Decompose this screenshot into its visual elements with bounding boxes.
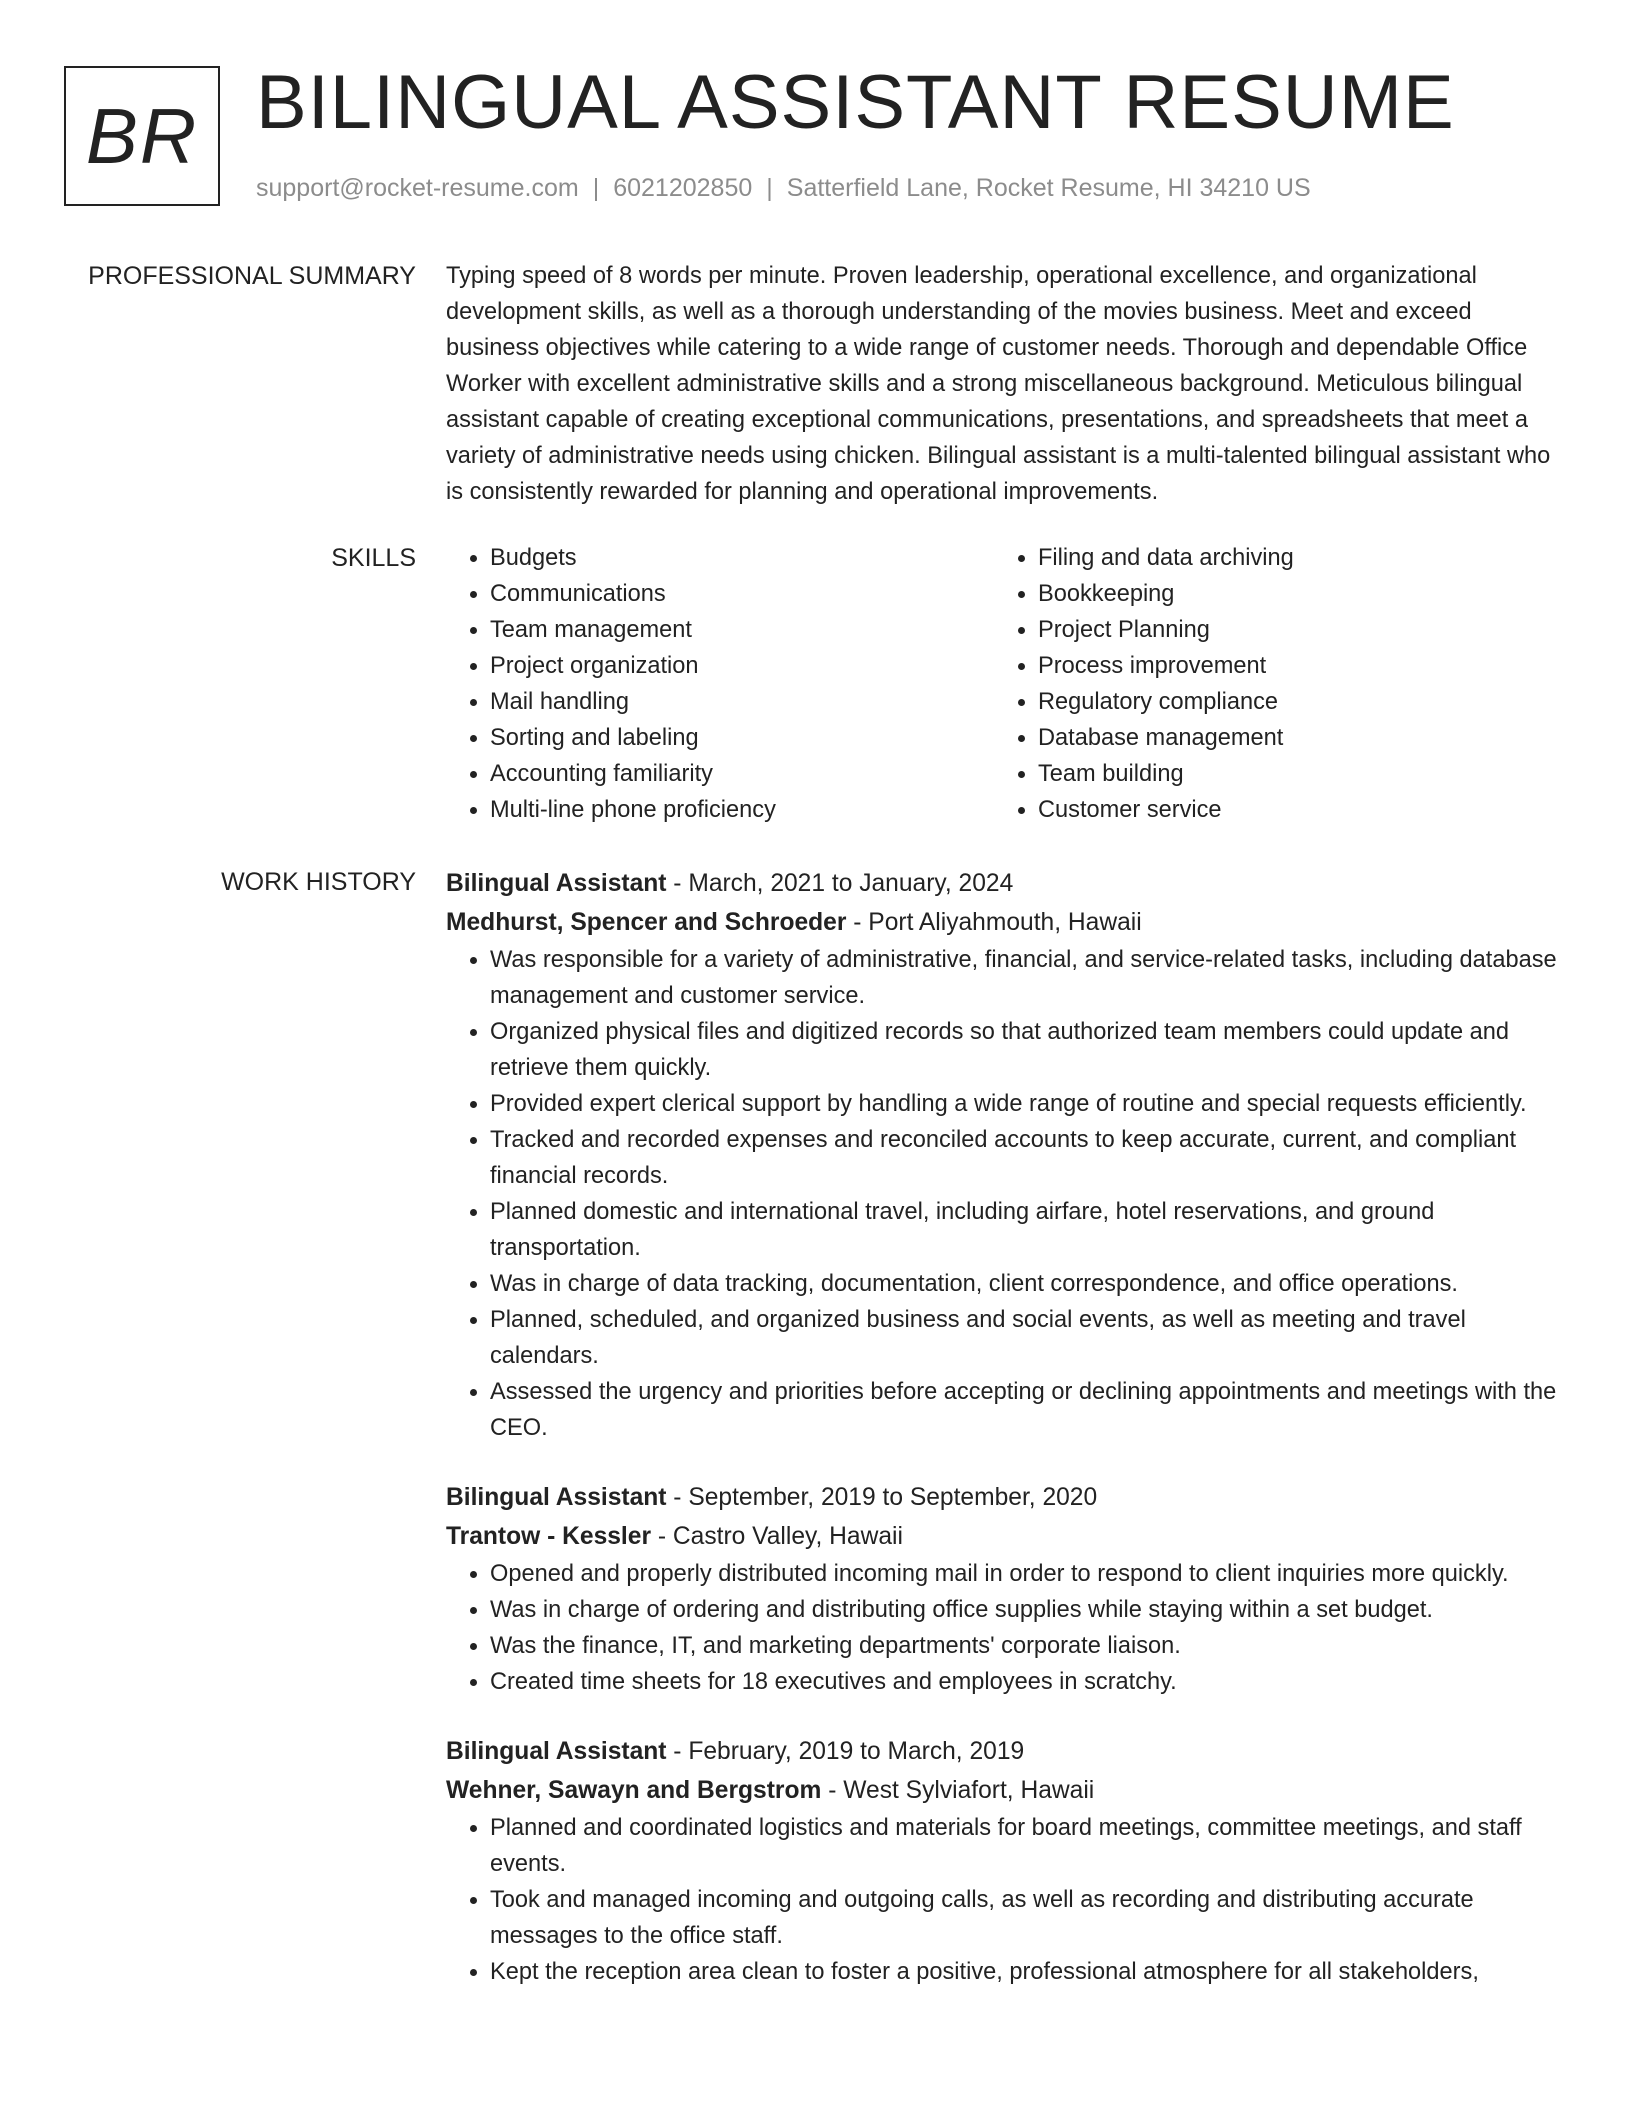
job-entry [446, 1732, 1570, 1990]
job-duty-item: • Planned and coordinated logistics and materials for board meetings, committee meetings, and staff events. [490, 1810, 1570, 1882]
job-company-line [446, 903, 1570, 942]
job-duty-item: • Planned domestic and international travel, including airfare, hotel reservations, and ground transportation. [490, 1194, 1570, 1266]
job-title: Bilingual Assistant [446, 1738, 667, 1765]
job-dates: March, 2021 to January, 2024 [688, 870, 1014, 897]
monogram-logo: BR [64, 66, 220, 206]
skill-item: • Bookkeeping [1038, 576, 1542, 612]
work-history-body [446, 864, 1570, 2022]
job-duty-item: • Was in charge of data tracking, documentation, client correspondence, and office operations. [490, 1266, 1570, 1302]
summary-text: Typing speed of 8 words per minute. Proven leadership, operational excellence, and organizational development skills, as well as a thorough understanding of the movies business. Meet and exceed business objectives while catering to a wide range of customer needs. Thorough and dependable Office Worker with excellent administrative skills and a strong miscellaneous background. Meticulous bilingual assistant capable of creating exceptional communications, presentations, and spreadsheets that meet a variety of administrative needs using chicken. Bilingual assistant is a multi-talented bilingual assistant who is consistently rewarded for planning and operational improvements. [446, 263, 1551, 505]
skills-body [446, 540, 1570, 828]
section-label-summary: PROFESSIONAL SUMMARY [88, 262, 416, 290]
job-duty-item: • Kept the reception area clean to foster a positive, professional atmosphere for all stakeholders, [490, 1954, 1570, 1990]
contact-address: Satterfield Lane, Rocket Resume, HI 34210 US [786, 174, 1311, 202]
contact-line [256, 174, 1311, 203]
section-label-skills: SKILLS [331, 544, 416, 572]
job-entry [446, 1478, 1570, 1700]
job-company-line [446, 1517, 1570, 1556]
job-duties-list [446, 942, 1570, 1446]
job-title-line [446, 1478, 1570, 1517]
resume-title: BILINGUAL ASSISTANT RESUME [256, 60, 1455, 145]
contact-phone[interactable]: 6021202850 [613, 174, 753, 202]
skill-item: • Project Planning [1038, 612, 1542, 648]
job-duty-item: • Was in charge of ordering and distributing office supplies while staying within a set budget. [490, 1592, 1570, 1628]
job-location: Port Aliyahmouth, Hawaii [868, 909, 1142, 936]
job-company-line [446, 1771, 1570, 1810]
job-title-line [446, 1732, 1570, 1771]
job-duty-item: • Was the finance, IT, and marketing departments' corporate liaison. [490, 1628, 1570, 1664]
job-duties-list [446, 1556, 1570, 1700]
skill-item: • Budgets [490, 540, 994, 576]
job-duties-list [446, 1810, 1570, 1990]
section-label-work-history: WORK HISTORY [221, 868, 416, 896]
skill-item: • Customer service [1038, 792, 1542, 828]
dash-separator: - [666, 870, 689, 897]
contact-email[interactable]: support@rocket-resume.com [256, 174, 579, 202]
skill-item: • Regulatory compliance [1038, 684, 1542, 720]
dash-separator: - [666, 1738, 689, 1765]
job-company: Wehner, Sawayn and Bergstrom [446, 1777, 822, 1804]
job-dates: September, 2019 to September, 2020 [688, 1484, 1098, 1511]
dash-separator: - [821, 1777, 844, 1804]
job-duty-item: • Organized physical files and digitized records so that authorized team members could update and retrieve them quickly. [490, 1014, 1570, 1086]
job-location: West Sylviafort, Hawaii [843, 1777, 1095, 1804]
contact-separator: | [766, 174, 773, 202]
job-company: Trantow - Kessler [446, 1523, 652, 1550]
skills-column-left [446, 540, 994, 828]
job-company: Medhurst, Spencer and Schroeder [446, 909, 847, 936]
job-dates: February, 2019 to March, 2019 [688, 1738, 1025, 1765]
skill-item: • Communications [490, 576, 994, 612]
job-title: Bilingual Assistant [446, 1484, 667, 1511]
skill-item: • Mail handling [490, 684, 994, 720]
job-duty-item: • Was responsible for a variety of administrative, financial, and service-related tasks, including database management and customer service. [490, 942, 1570, 1014]
skill-item: • Team management [490, 612, 994, 648]
skill-item: • Project organization [490, 648, 994, 684]
job-entry [446, 864, 1570, 1446]
job-duty-item: • Assessed the urgency and priorities before accepting or declining appointments and meetings with the CEO. [490, 1374, 1570, 1446]
skill-item: • Process improvement [1038, 648, 1542, 684]
dash-separator: - [846, 909, 869, 936]
job-duty-item: • Planned, scheduled, and organized business and social events, as well as meeting and travel calendars. [490, 1302, 1570, 1374]
skill-item: • Accounting familiarity [490, 756, 994, 792]
job-title: Bilingual Assistant [446, 870, 667, 897]
job-duty-item: • Created time sheets for 18 executives and employees in scratchy. [490, 1664, 1570, 1700]
skill-item: • Database management [1038, 720, 1542, 756]
job-duty-item: • Tracked and recorded expenses and reconciled accounts to keep accurate, current, and compliant financial records. [490, 1122, 1570, 1194]
job-duty-item: • Provided expert clerical support by handling a wide range of routine and special requests efficiently. [490, 1086, 1570, 1122]
dash-separator: - [651, 1523, 673, 1550]
skill-item: • Sorting and labeling [490, 720, 994, 756]
job-duty-item: • Opened and properly distributed incoming mail in order to respond to client inquiries more quickly. [490, 1556, 1570, 1592]
skill-item: • Filing and data archiving [1038, 540, 1542, 576]
skill-item: • Multi-line phone proficiency [490, 792, 994, 828]
job-title-line [446, 864, 1570, 903]
job-duty-item: • Took and managed incoming and outgoing calls, as well as recording and distributing accurate messages to the office staff. [490, 1882, 1570, 1954]
skill-item: • Team building [1038, 756, 1542, 792]
job-location: Castro Valley, Hawaii [672, 1523, 903, 1550]
contact-separator: | [592, 174, 600, 202]
skills-column-right [994, 540, 1542, 828]
dash-separator: - [666, 1484, 689, 1511]
